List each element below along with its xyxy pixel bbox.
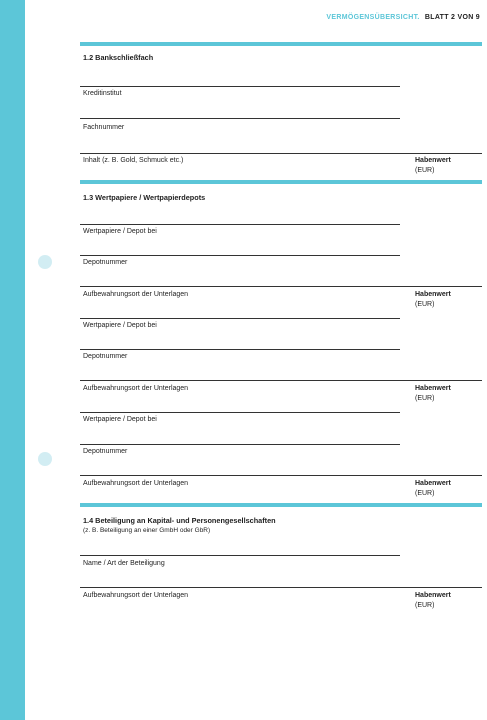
field-rule (80, 118, 400, 119)
punch-hole-bottom (38, 452, 52, 466)
field-rule (80, 318, 400, 319)
field-label-depotnummer: Depotnummer (83, 259, 128, 266)
field-rule (80, 255, 400, 256)
field-label-depot: Wertpapiere / Depot bei (83, 228, 157, 235)
field-rule (80, 86, 400, 87)
field-rule (80, 349, 400, 350)
field-rule (80, 380, 482, 381)
section-bar (80, 503, 482, 507)
value-label: Habenwert (415, 157, 451, 164)
value-unit: (EUR) (415, 395, 435, 402)
field-label-aufbewahrungsort: Aufbewahrungsort der Unterlagen (83, 480, 189, 487)
value-unit: (EUR) (415, 301, 435, 308)
value-column-label (415, 156, 451, 176)
value-column-label (415, 591, 451, 611)
section-bar (80, 180, 482, 184)
value-unit: (EUR) (415, 490, 435, 497)
value-column-label (415, 479, 451, 499)
field-label-depotnummer: Depotnummer (83, 353, 128, 360)
section-heading: 1.4 Beteiligung an Kapital- und Personengesellschaften (83, 516, 276, 525)
section-heading: 1.2 Bankschließfach (83, 53, 154, 62)
field-rule (80, 444, 400, 445)
value-label: Habenwert (415, 592, 451, 599)
sidebar-stripe (0, 0, 25, 720)
field-label-fachnummer: Fachnummer (83, 124, 125, 131)
header-page-number: BLATT 2 VON 9 (424, 14, 480, 21)
value-unit: (EUR) (415, 167, 435, 174)
field-label-aufbewahrungsort: Aufbewahrungsort der Unterlagen (83, 291, 189, 298)
value-label: Habenwert (415, 291, 451, 298)
field-label-inhalt: Inhalt (z. B. Gold, Schmuck etc.) (83, 157, 184, 164)
field-rule (80, 555, 400, 556)
field-label-aufbewahrungsort: Aufbewahrungsort der Unterlagen (83, 385, 189, 392)
field-rule (80, 153, 482, 154)
value-column-label (415, 384, 451, 404)
field-label-kreditinstitut: Kreditinstitut (83, 90, 122, 97)
field-rule (80, 412, 400, 413)
value-unit: (EUR) (415, 602, 435, 609)
field-label-depot: Wertpapiere / Depot bei (83, 416, 157, 423)
page-header (326, 14, 480, 21)
section-note: (z. B. Beteiligung an einer GmbH oder GbR) (83, 527, 211, 534)
field-rule (80, 224, 400, 225)
field-label-depot: Wertpapiere / Depot bei (83, 322, 157, 329)
field-label-aufbewahrungsort: Aufbewahrungsort der Unterlagen (83, 592, 189, 599)
field-label-depotnummer: Depotnummer (83, 448, 128, 455)
value-label: Habenwert (415, 385, 451, 392)
field-label-beteiligung: Name / Art der Beteiligung (83, 560, 165, 567)
value-label: Habenwert (415, 480, 451, 487)
value-column-label (415, 290, 451, 310)
field-rule (80, 475, 482, 476)
field-rule (80, 587, 482, 588)
section-bar (80, 42, 482, 46)
section-heading: 1.3 Wertpapiere / Wertpapierdepots (83, 193, 206, 202)
punch-hole-top (38, 255, 52, 269)
header-section-title: VERMÖGENSÜBERSICHT. (326, 14, 420, 21)
field-rule (80, 286, 482, 287)
